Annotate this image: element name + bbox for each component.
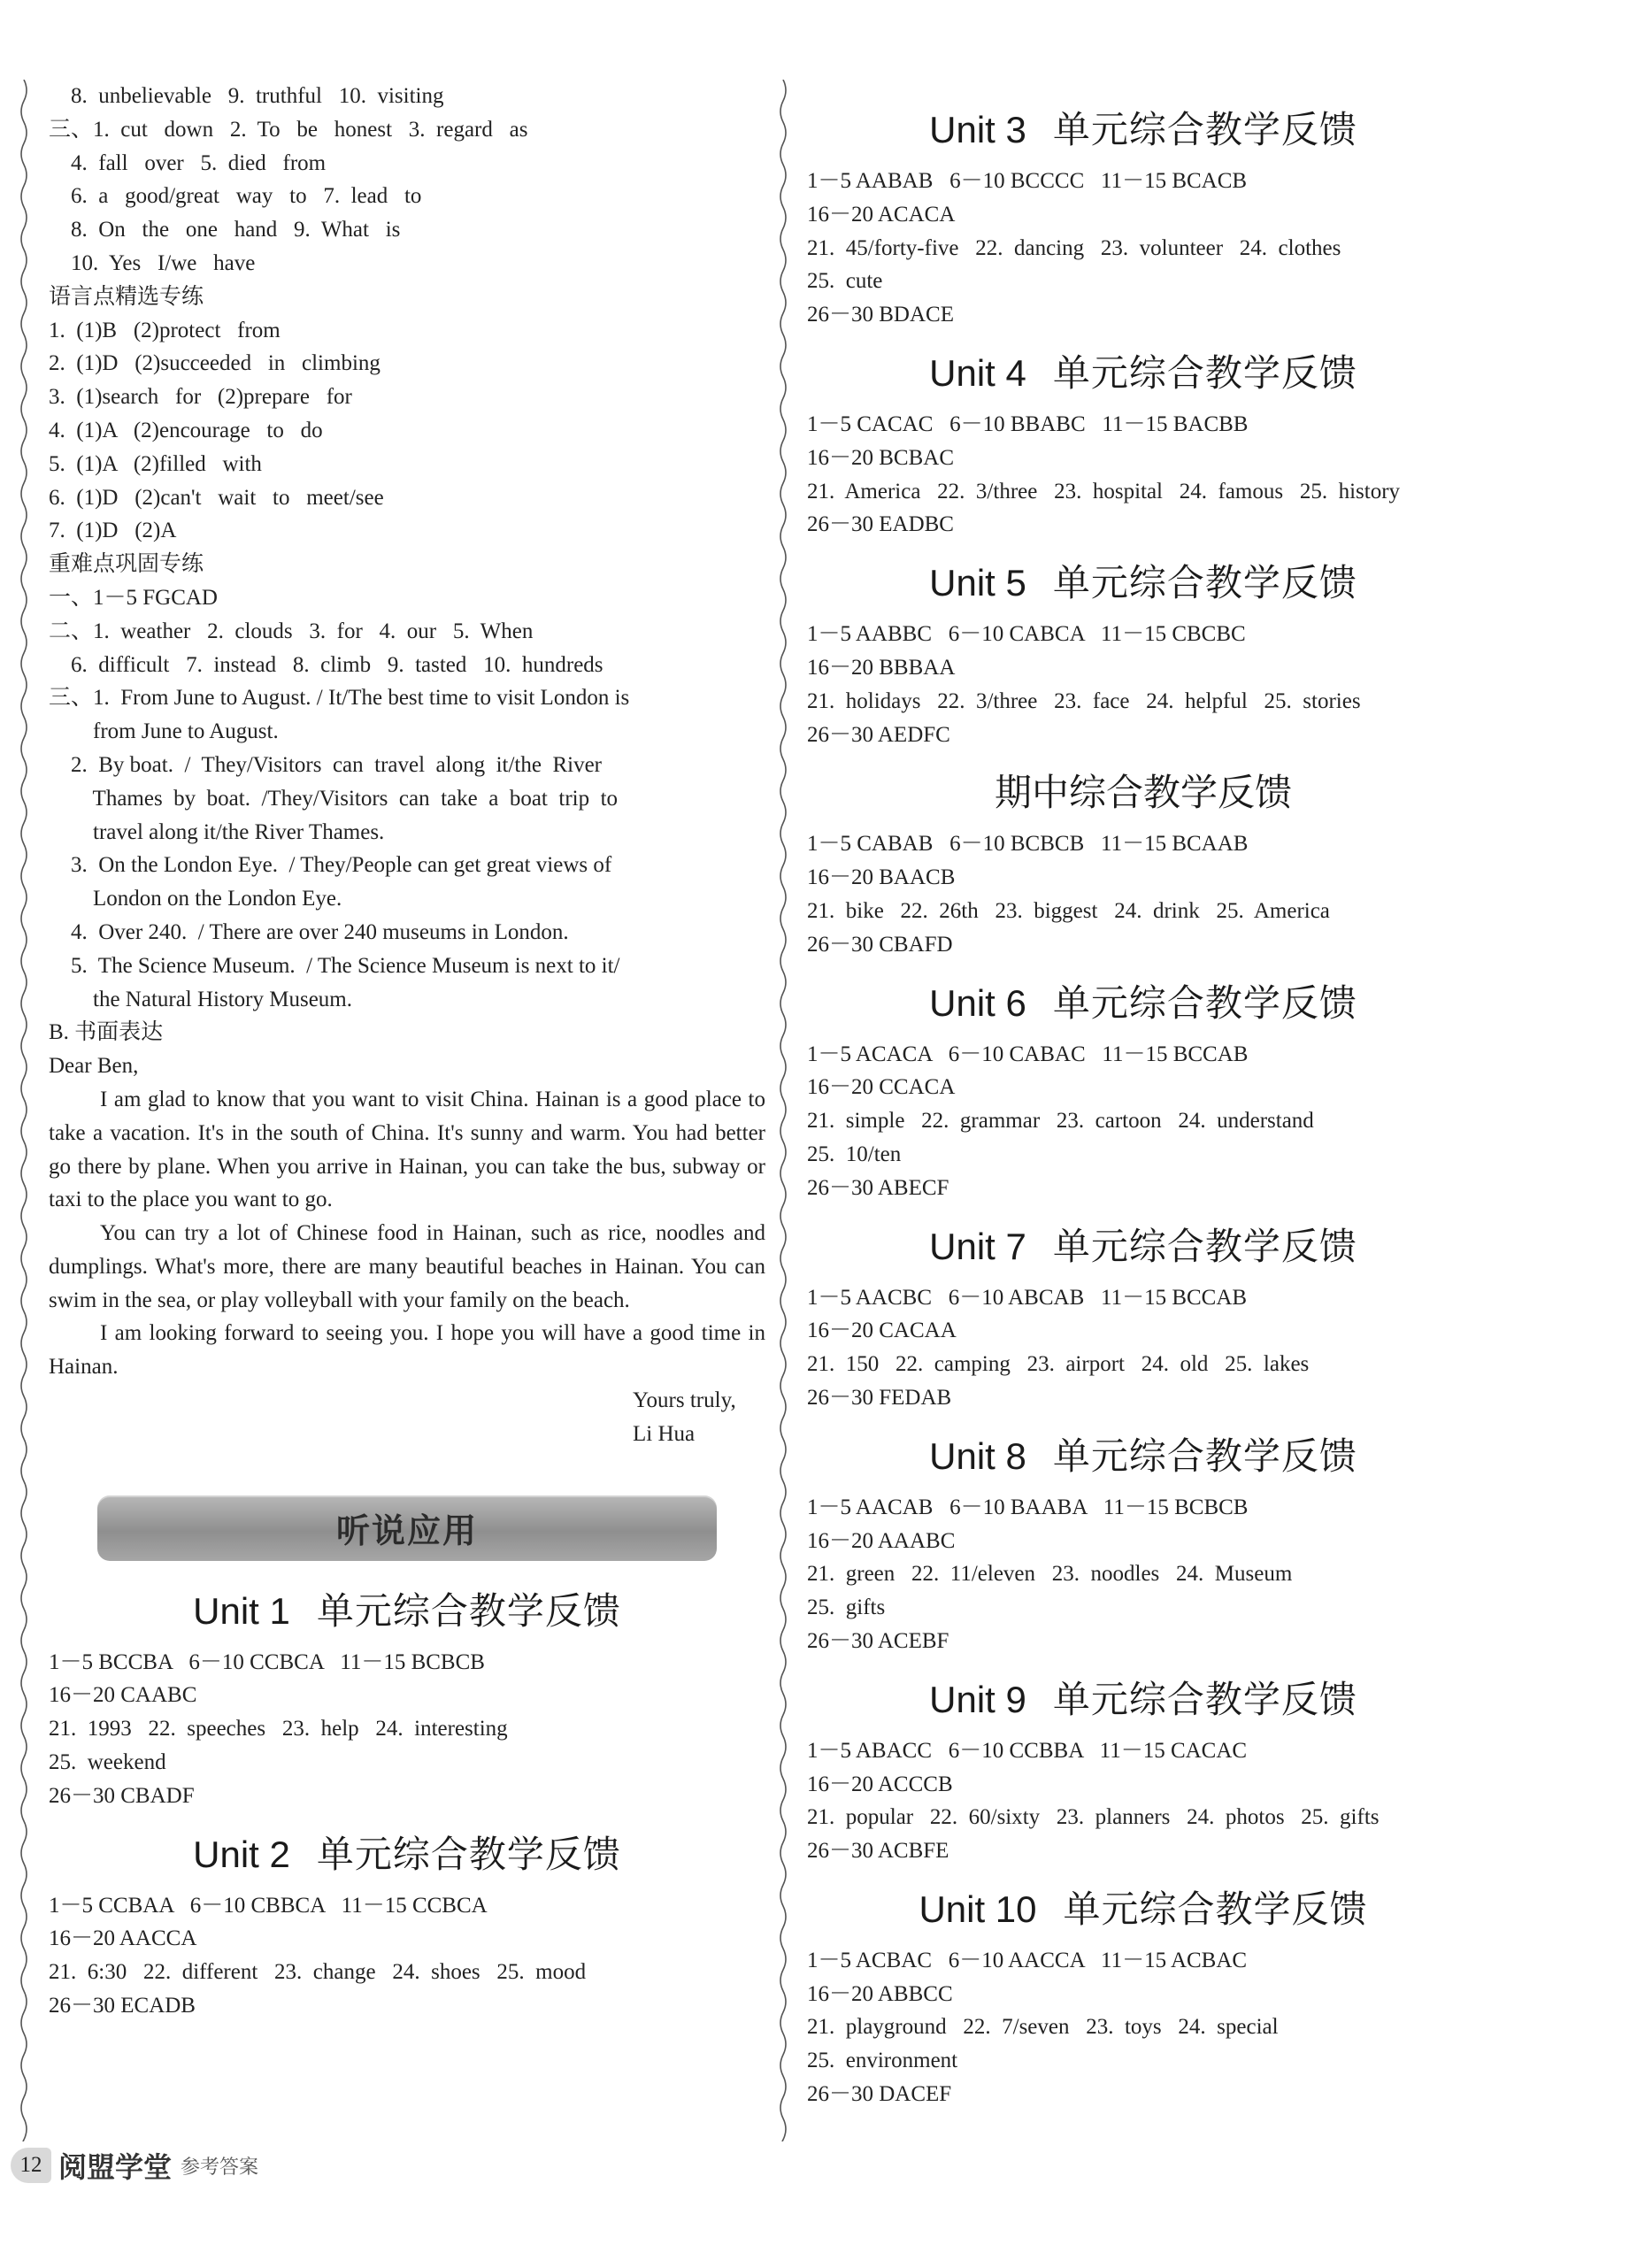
- answer-line: 21. bike 22. 26th 23. biggest 24. drink 25. America: [807, 898, 1330, 923]
- letter-paragraph: I am glad to know that you want to visit China. Hainan is a good place to take a vacation. It's in the south of China. It's sunny and warm. You had better go there by plane. When you arrive in Hainan, you can take the bus, subway or taxi to the place you want to go.: [49, 1087, 765, 1212]
- letter-paragraph: You can try a lot of Chinese food in Hainan, such as rice, noodles and dumplings. What's more, there are many beautiful beaches in Hainan. You can swim in the sea, or play volleyball with your family on the beach.: [49, 1221, 765, 1312]
- unit-section: [807, 554, 1586, 751]
- answer-line: 26－30 ACBFE: [807, 1839, 949, 1864]
- answer-line: 21. 6:30 22. different 23. change 24. shoes 25. mood: [49, 1960, 587, 1985]
- answer-line: 语言点精选专练: [49, 284, 204, 309]
- answer-line: 25. gifts: [807, 1595, 886, 1620]
- unit-heading: [49, 1582, 765, 1641]
- answer-line: 21. 45/forty-five 22. dancing 23. volunteer 24. clothes: [807, 235, 1341, 260]
- answer-line: the Natural History Museum.: [49, 987, 353, 1011]
- unit-title: 单元综合教学反馈: [1052, 1434, 1357, 1478]
- unit-title: 单元综合教学反馈: [1052, 350, 1357, 395]
- answer-line: Dear Ben,: [49, 1054, 139, 1079]
- answer-line: 7. (1)D (2)A: [49, 519, 177, 543]
- answer-line: 26－30 AEDFC: [807, 722, 950, 747]
- answer-line: London on the London Eye.: [49, 887, 342, 911]
- answer-line: 26－30 CBAFD: [807, 932, 953, 957]
- answer-line: 2. By boat. / They/Visitors can travel along it/the River: [49, 752, 603, 777]
- unit-title: 单元综合教学反馈: [1063, 1887, 1368, 1931]
- letter-closing: Yours truly,: [633, 1388, 736, 1413]
- answer-line: 重难点巩固专练: [49, 552, 204, 577]
- answer-line: 10. Yes I/we have: [49, 250, 256, 275]
- answer-line: 25. cute: [807, 269, 883, 294]
- answer-line: 1－5 ACACA 6－10 CABAC 11－15 BCCAB: [807, 1042, 1249, 1066]
- unit-number: Unit 3: [929, 109, 1026, 150]
- answer-line: 25. environment: [807, 2049, 958, 2073]
- answer-line: 三、1. cut down 2. To be honest 3. regard as: [49, 117, 528, 142]
- answer-line: 1－5 AABAB 6－10 BCCCC 11－15 BCACB: [807, 169, 1248, 193]
- answer-line: 4. (1)A (2)encourage to do: [49, 418, 323, 442]
- answer-line: 26－30 ACEBF: [807, 1628, 949, 1653]
- unit-number: Unit 7: [929, 1225, 1026, 1267]
- answer-line: 21. popular 22. 60/sixty 23. planners 24. photos 25. gifts: [807, 1805, 1380, 1830]
- unit-number: Unit 1: [193, 1589, 290, 1632]
- answer-line: B. 书面表达: [49, 1020, 164, 1045]
- answer-line: 21. 150 22. camping 23. airport 24. old 25. lakes: [807, 1352, 1310, 1377]
- unit-section: [807, 974, 1586, 1205]
- answer-line: 三、1. From June to August. / It/The best time to visit London is: [49, 686, 630, 711]
- answer-line: 26－30 CBADF: [49, 1783, 195, 1808]
- unit-title: 单元综合教学反馈: [1052, 1677, 1357, 1721]
- unit-section: [807, 1880, 1586, 2111]
- answer-line: 8. unbelievable 9. truthful 10. visiting: [49, 84, 444, 108]
- answer-line: 1－5 CABAB 6－10 BCBCB 11－15 BCAAB: [807, 832, 1249, 857]
- unit-section: [49, 1826, 765, 2023]
- answer-line: 4. Over 240. / There are over 240 museums in London.: [49, 919, 569, 944]
- unit-heading: [807, 101, 1480, 159]
- answer-line: 5. (1)A (2)filled with: [49, 451, 262, 476]
- center-wavy-divider: [777, 80, 789, 2141]
- answer-line: 21. America 22. 3/three 23. hospital 24. famous 25. history: [807, 479, 1401, 504]
- answer-line: 21. holidays 22. 3/three 23. face 24. helpful 25. stories: [807, 688, 1361, 713]
- unit-section: [807, 1218, 1586, 1415]
- answer-line: 26－30 FEDAB: [807, 1385, 952, 1410]
- unit-number: Unit 8: [929, 1434, 1026, 1477]
- answer-line: 16－20 BAACB: [807, 865, 956, 890]
- answer-line: 21. 1993 22. speeches 23. help 24. interesting: [49, 1717, 508, 1741]
- unit-heading: [807, 1218, 1480, 1276]
- answer-line: 4. fall over 5. died from: [49, 150, 327, 175]
- unit-title: 期中综合教学反馈: [994, 771, 1292, 815]
- unit-title: 单元综合教学反馈: [1052, 980, 1357, 1025]
- left-unit-sections: [49, 1582, 765, 2023]
- unit-title: 单元综合教学反馈: [1052, 561, 1357, 605]
- unit-number: Unit 9: [929, 1678, 1026, 1720]
- unit-section: [807, 1427, 1586, 1658]
- answer-line: 16－20 ACACA: [807, 202, 956, 227]
- unit-section: [49, 1582, 765, 1813]
- answer-line: 1－5 ABACC 6－10 CCBBA 11－15 CACAC: [807, 1738, 1248, 1763]
- answer-line: 1－5 BCCBA 6－10 CCBCA 11－15 BCBCB: [49, 1649, 485, 1674]
- unit-number: Unit 10: [919, 1887, 1037, 1930]
- unit-section: [807, 764, 1586, 961]
- unit-section: [807, 1671, 1586, 1868]
- answer-line: 3. (1)search for (2)prepare for: [49, 385, 352, 410]
- answer-line: 一、1－5 FGCAD: [49, 585, 218, 610]
- unit-number: Unit 2: [193, 1833, 290, 1875]
- answer-line: 6. a good/great way to 7. lead to: [49, 184, 422, 209]
- answer-line: 16－20 ABBCC: [807, 1981, 953, 2006]
- page-footer: [11, 2145, 258, 2186]
- answer-line: 16－20 ACCCB: [807, 1772, 953, 1796]
- answer-line: 6. (1)D (2)can't wait to meet/see: [49, 485, 384, 510]
- unit-heading: [807, 554, 1480, 612]
- answer-line: 6. difficult 7. instead 8. climb 9. tasted 10. hundreds: [49, 652, 603, 677]
- unit-section: [807, 101, 1586, 332]
- section-band: [97, 1495, 717, 1561]
- answer-line: 16－20 BBBAA: [807, 655, 956, 680]
- answer-line: Thames by boat. /They/Visitors can take a boat trip to: [49, 786, 619, 811]
- section-band-title: 听说应用: [335, 1511, 478, 1551]
- unit-title: 单元综合教学反馈: [316, 1588, 621, 1633]
- writing-letter: [49, 1083, 765, 1384]
- page-number: 12: [11, 2148, 51, 2183]
- answer-line: 2. (1)D (2)succeeded in climbing: [49, 351, 381, 376]
- brand-logo: 阅盟学堂: [58, 2150, 173, 2184]
- answer-lines-top: [49, 80, 765, 1083]
- unit-heading: [807, 344, 1480, 403]
- unit-number: Unit 4: [929, 351, 1026, 394]
- answer-line: 1. (1)B (2)protect from: [49, 318, 281, 342]
- answer-line: 21. green 22. 11/eleven 23. noodles 24. Museum: [807, 1562, 1293, 1587]
- letter-paragraph: I am looking forward to seeing you. I hope you will have a good time in Hainan.: [49, 1321, 765, 1380]
- answer-line: 21. simple 22. grammar 23. cartoon 24. understand: [807, 1109, 1314, 1134]
- unit-title: 单元综合教学反馈: [1052, 1224, 1357, 1268]
- answer-line: 16－20 BCBAC: [807, 445, 955, 470]
- answer-line: 5. The Science Museum. / The Science Museum is next to it/: [49, 953, 620, 978]
- left-wavy-border: [18, 80, 30, 2141]
- answer-line: 26－30 EADBC: [807, 512, 954, 537]
- right-column: [807, 88, 1586, 2111]
- answer-line: 1－5 AABBC 6－10 CABCA 11－15 CBCBC: [807, 622, 1246, 647]
- unit-heading: [807, 764, 1480, 822]
- answer-line: 8. On the one hand 9. What is: [49, 218, 401, 242]
- unit-title: 单元综合教学反馈: [1052, 108, 1357, 151]
- answer-line: 16－20 AAABC: [807, 1528, 956, 1553]
- unit-heading: [49, 1826, 765, 1884]
- unit-number: Unit 5: [929, 562, 1026, 604]
- answer-line: 26－30 BDACE: [807, 303, 954, 327]
- right-unit-sections: [807, 101, 1586, 2111]
- answer-line: 26－30 ABECF: [807, 1175, 949, 1200]
- answer-line: travel along it/the River Thames.: [49, 819, 385, 844]
- unit-section: [807, 344, 1586, 542]
- answer-line: 25. weekend: [49, 1750, 166, 1775]
- answer-line: 25. 10/ten: [807, 1142, 902, 1166]
- left-column: [49, 80, 765, 2023]
- answer-line: 16－20 AACCA: [49, 1926, 197, 1951]
- unit-number: Unit 6: [929, 981, 1026, 1024]
- unit-heading: [807, 1427, 1480, 1486]
- answer-line: 26－30 ECADB: [49, 1994, 196, 2018]
- answer-line: 1－5 AACAB 6－10 BAABA 11－15 BCBCB: [807, 1495, 1249, 1519]
- answer-line: 3. On the London Eye. / They/People can get great views of: [49, 853, 612, 878]
- answer-line: 16－20 CACAA: [807, 1319, 957, 1343]
- answer-line: 16－20 CAABC: [49, 1683, 197, 1708]
- footer-label: 参考答案: [181, 2156, 259, 2179]
- answer-line: 二、1. weather 2. clouds 3. for 4. our 5. When: [49, 619, 534, 643]
- answer-line: 1－5 ACBAC 6－10 AACCA 11－15 ACBAC: [807, 1948, 1248, 1972]
- answer-line: 1－5 CCBAA 6－10 CBBCA 11－15 CCBCA: [49, 1893, 488, 1918]
- answer-line: 16－20 CCACA: [807, 1075, 956, 1100]
- answer-line: from June to August.: [49, 719, 279, 744]
- unit-heading: [807, 1671, 1480, 1729]
- answer-line: 26－30 DACEF: [807, 2082, 952, 2107]
- answer-line: 1－5 CACAC 6－10 BBABC 11－15 BACBB: [807, 411, 1249, 436]
- unit-heading: [807, 1880, 1480, 1939]
- letter-signature: Li Hua: [633, 1421, 696, 1446]
- unit-title: 单元综合教学反馈: [316, 1832, 621, 1876]
- answer-line: 1－5 AACBC 6－10 ABCAB 11－15 BCCAB: [807, 1285, 1248, 1310]
- unit-heading: [807, 974, 1480, 1033]
- answer-line: 21. playground 22. 7/seven 23. toys 24. special: [807, 2015, 1279, 2040]
